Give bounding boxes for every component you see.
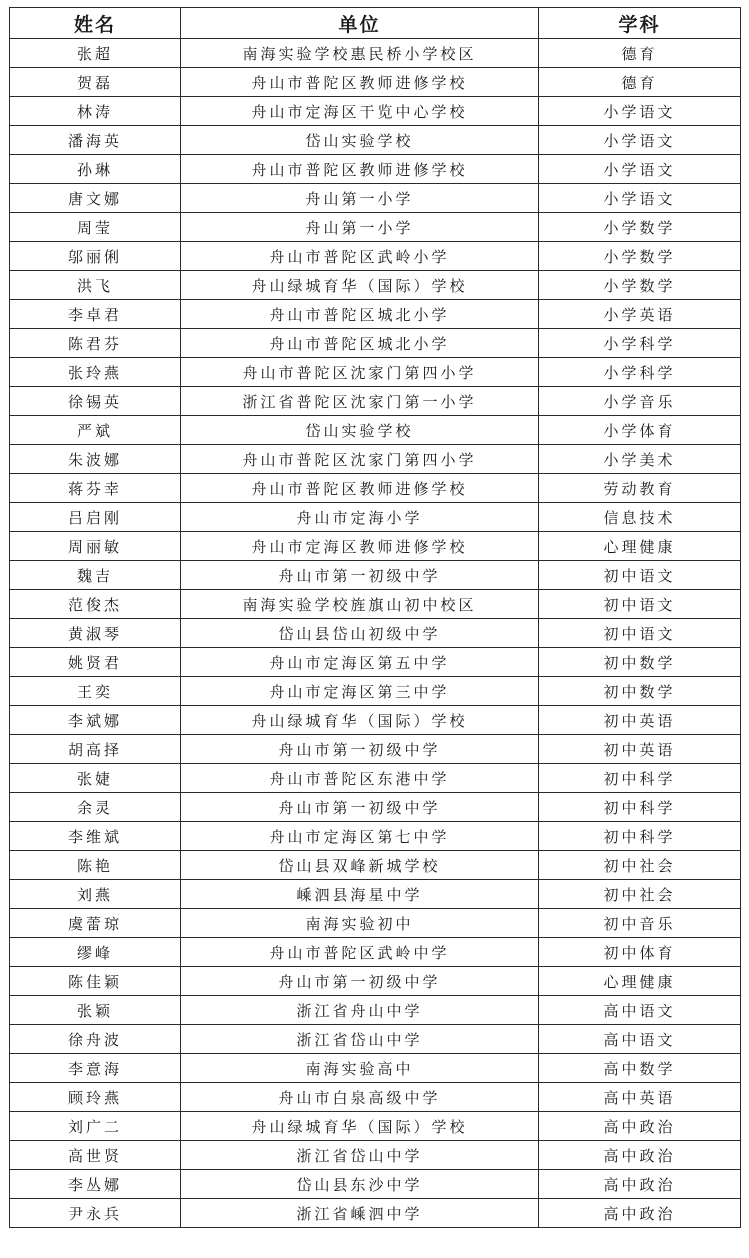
table-row (10, 677, 741, 706)
subject-cell: 高中政治 (539, 1199, 741, 1228)
subject-cell: 小学数学 (539, 271, 741, 300)
unit-cell: 舟山市普陀区武岭小学 (181, 242, 539, 271)
table-row (10, 155, 741, 184)
unit-cell: 舟山市定海区干览中心学校 (181, 97, 539, 126)
unit-cell: 舟山市定海区第五中学 (181, 648, 539, 677)
subject-cell: 劳动教育 (539, 474, 741, 503)
unit-cell: 舟山市普陀区东港中学 (181, 764, 539, 793)
name-cell: 孙琳 (10, 155, 181, 184)
unit-cell: 舟山绿城育华（国际）学校 (181, 1112, 539, 1141)
unit-cell: 舟山市普陀区沈家门第四小学 (181, 445, 539, 474)
name-cell: 刘燕 (10, 880, 181, 909)
unit-cell: 舟山市普陀区教师进修学校 (181, 68, 539, 97)
name-cell: 缪峰 (10, 938, 181, 967)
name-cell: 洪飞 (10, 271, 181, 300)
name-cell: 朱波娜 (10, 445, 181, 474)
subject-cell: 高中语文 (539, 996, 741, 1025)
table-row (10, 1054, 741, 1083)
subject-cell: 高中数学 (539, 1054, 741, 1083)
name-cell: 余灵 (10, 793, 181, 822)
subject-cell: 初中语文 (539, 619, 741, 648)
subject-cell: 初中科学 (539, 764, 741, 793)
unit-cell: 舟山市第一初级中学 (181, 735, 539, 764)
table-row (10, 213, 741, 242)
roster-sheet (9, 7, 740, 1228)
unit-cell: 南海实验高中 (181, 1054, 539, 1083)
header-name: 姓名 (10, 8, 181, 39)
subject-cell: 小学语文 (539, 155, 741, 184)
subject-cell: 小学科学 (539, 329, 741, 358)
unit-cell: 舟山市普陀区教师进修学校 (181, 155, 539, 184)
name-cell: 陈佳颖 (10, 967, 181, 996)
name-cell: 张玲燕 (10, 358, 181, 387)
table-row (10, 1083, 741, 1112)
table-row (10, 1141, 741, 1170)
unit-cell: 舟山绿城育华（国际）学校 (181, 271, 539, 300)
header-unit: 单位 (181, 8, 539, 39)
unit-cell: 舟山市第一初级中学 (181, 561, 539, 590)
table-row (10, 1170, 741, 1199)
name-cell: 林涛 (10, 97, 181, 126)
table-row (10, 851, 741, 880)
subject-cell: 初中英语 (539, 735, 741, 764)
subject-cell: 初中社会 (539, 880, 741, 909)
subject-cell: 高中政治 (539, 1141, 741, 1170)
table-row (10, 39, 741, 68)
subject-cell: 心理健康 (539, 967, 741, 996)
roster-table (9, 7, 741, 1228)
name-cell: 刘广二 (10, 1112, 181, 1141)
table-row (10, 532, 741, 561)
name-cell: 李丛娜 (10, 1170, 181, 1199)
name-cell: 潘海英 (10, 126, 181, 155)
table-row (10, 242, 741, 271)
unit-cell: 舟山市定海小学 (181, 503, 539, 532)
unit-cell: 岱山实验学校 (181, 416, 539, 445)
table-row (10, 358, 741, 387)
name-cell: 虞蕾琼 (10, 909, 181, 938)
subject-cell: 初中英语 (539, 706, 741, 735)
name-cell: 顾玲燕 (10, 1083, 181, 1112)
subject-cell: 初中社会 (539, 851, 741, 880)
unit-cell: 浙江省岱山中学 (181, 1141, 539, 1170)
name-cell: 吕启刚 (10, 503, 181, 532)
table-row (10, 793, 741, 822)
unit-cell: 舟山市定海区第七中学 (181, 822, 539, 851)
subject-cell: 初中语文 (539, 561, 741, 590)
subject-cell: 初中数学 (539, 648, 741, 677)
table-row (10, 648, 741, 677)
name-cell: 唐文娜 (10, 184, 181, 213)
name-cell: 范俊杰 (10, 590, 181, 619)
table-row (10, 474, 741, 503)
table-row (10, 590, 741, 619)
table-row (10, 97, 741, 126)
unit-cell: 舟山市定海区第三中学 (181, 677, 539, 706)
subject-cell: 初中科学 (539, 822, 741, 851)
table-row (10, 880, 741, 909)
unit-cell: 舟山市普陀区沈家门第四小学 (181, 358, 539, 387)
table-row (10, 706, 741, 735)
name-cell: 徐锡英 (10, 387, 181, 416)
unit-cell: 舟山市第一初级中学 (181, 793, 539, 822)
subject-cell: 初中科学 (539, 793, 741, 822)
subject-cell: 小学语文 (539, 126, 741, 155)
name-cell: 李卓君 (10, 300, 181, 329)
unit-cell: 舟山市普陀区教师进修学校 (181, 474, 539, 503)
name-cell: 尹永兵 (10, 1199, 181, 1228)
unit-cell: 南海实验学校旌旗山初中校区 (181, 590, 539, 619)
unit-cell: 浙江省普陀区沈家门第一小学 (181, 387, 539, 416)
table-row (10, 938, 741, 967)
table-row (10, 967, 741, 996)
name-cell: 严斌 (10, 416, 181, 445)
unit-cell: 舟山绿城育华（国际）学校 (181, 706, 539, 735)
name-cell: 蒋芬幸 (10, 474, 181, 503)
subject-cell: 小学体育 (539, 416, 741, 445)
name-cell: 邬丽俐 (10, 242, 181, 271)
name-cell: 魏吉 (10, 561, 181, 590)
subject-cell: 小学美术 (539, 445, 741, 474)
unit-cell: 嵊泗县海星中学 (181, 880, 539, 909)
unit-cell: 岱山县岱山初级中学 (181, 619, 539, 648)
name-cell: 陈君芬 (10, 329, 181, 358)
name-cell: 黄淑琴 (10, 619, 181, 648)
subject-cell: 小学语文 (539, 97, 741, 126)
table-row (10, 1199, 741, 1228)
name-cell: 陈艳 (10, 851, 181, 880)
table-row (10, 329, 741, 358)
name-cell: 周莹 (10, 213, 181, 242)
header-row (10, 8, 741, 39)
table-row (10, 764, 741, 793)
roster-body (10, 39, 741, 1228)
subject-cell: 高中政治 (539, 1112, 741, 1141)
unit-cell: 岱山实验学校 (181, 126, 539, 155)
unit-cell: 岱山县东沙中学 (181, 1170, 539, 1199)
unit-cell: 舟山市普陀区武岭中学 (181, 938, 539, 967)
name-cell: 李意海 (10, 1054, 181, 1083)
subject-cell: 小学科学 (539, 358, 741, 387)
name-cell: 王奕 (10, 677, 181, 706)
unit-cell: 南海实验学校惠民桥小学校区 (181, 39, 539, 68)
name-cell: 李维斌 (10, 822, 181, 851)
subject-cell: 小学语文 (539, 184, 741, 213)
name-cell: 李斌娜 (10, 706, 181, 735)
table-row (10, 619, 741, 648)
subject-cell: 初中体育 (539, 938, 741, 967)
table-row (10, 735, 741, 764)
name-cell: 高世贤 (10, 1141, 181, 1170)
name-cell: 胡高择 (10, 735, 181, 764)
subject-cell: 心理健康 (539, 532, 741, 561)
subject-cell: 高中英语 (539, 1083, 741, 1112)
table-row (10, 184, 741, 213)
name-cell: 张超 (10, 39, 181, 68)
header-subject: 学科 (539, 8, 741, 39)
table-row (10, 68, 741, 97)
table-row (10, 822, 741, 851)
name-cell: 徐舟波 (10, 1025, 181, 1054)
unit-cell: 舟山市第一初级中学 (181, 967, 539, 996)
table-row (10, 300, 741, 329)
unit-cell: 舟山市普陀区城北小学 (181, 329, 539, 358)
table-row (10, 1025, 741, 1054)
subject-cell: 初中数学 (539, 677, 741, 706)
unit-cell: 浙江省嵊泗中学 (181, 1199, 539, 1228)
unit-cell: 舟山第一小学 (181, 184, 539, 213)
table-row (10, 445, 741, 474)
table-row (10, 1112, 741, 1141)
name-cell: 张颖 (10, 996, 181, 1025)
unit-cell: 浙江省舟山中学 (181, 996, 539, 1025)
subject-cell: 初中音乐 (539, 909, 741, 938)
name-cell: 姚贤君 (10, 648, 181, 677)
unit-cell: 南海实验初中 (181, 909, 539, 938)
unit-cell: 舟山市白泉高级中学 (181, 1083, 539, 1112)
subject-cell: 德育 (539, 39, 741, 68)
table-row (10, 271, 741, 300)
subject-cell: 初中语文 (539, 590, 741, 619)
subject-cell: 小学英语 (539, 300, 741, 329)
unit-cell: 浙江省岱山中学 (181, 1025, 539, 1054)
table-row (10, 503, 741, 532)
table-row (10, 416, 741, 445)
unit-cell: 舟山市定海区教师进修学校 (181, 532, 539, 561)
subject-cell: 高中语文 (539, 1025, 741, 1054)
subject-cell: 小学数学 (539, 213, 741, 242)
table-row (10, 126, 741, 155)
subject-cell: 小学音乐 (539, 387, 741, 416)
name-cell: 周丽敏 (10, 532, 181, 561)
subject-cell: 信息技术 (539, 503, 741, 532)
table-row (10, 387, 741, 416)
subject-cell: 小学数学 (539, 242, 741, 271)
subject-cell: 高中政治 (539, 1170, 741, 1199)
name-cell: 张婕 (10, 764, 181, 793)
table-row (10, 561, 741, 590)
unit-cell: 舟山市普陀区城北小学 (181, 300, 539, 329)
unit-cell: 岱山县双峰新城学校 (181, 851, 539, 880)
table-row (10, 996, 741, 1025)
name-cell: 贺磊 (10, 68, 181, 97)
table-row (10, 909, 741, 938)
unit-cell: 舟山第一小学 (181, 213, 539, 242)
subject-cell: 德育 (539, 68, 741, 97)
